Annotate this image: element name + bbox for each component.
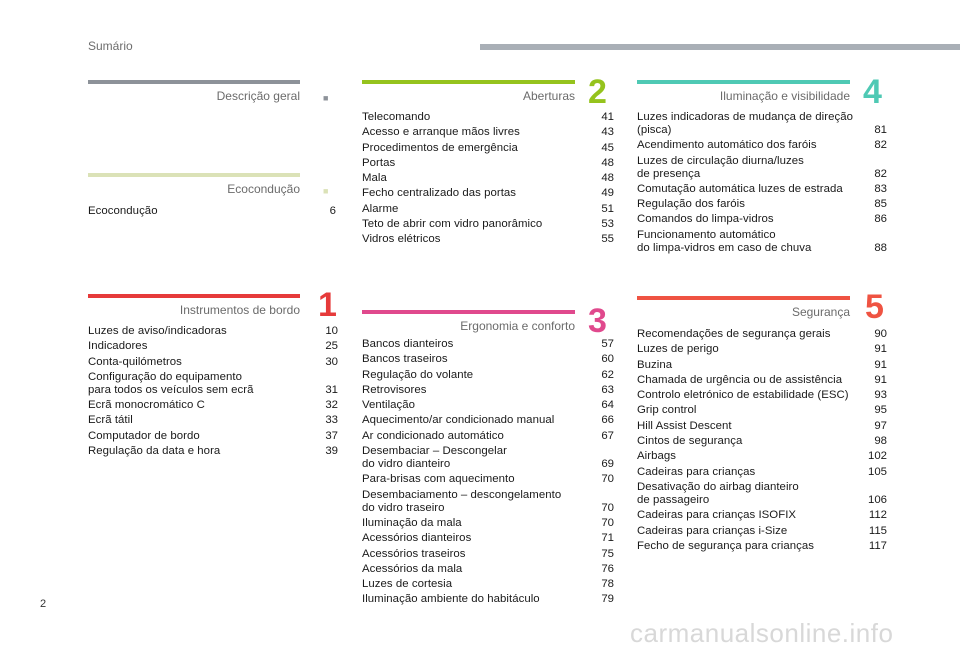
toc-entry-page: 76 <box>601 562 614 575</box>
toc-entry[interactable] <box>637 359 887 372</box>
toc-entry[interactable] <box>362 172 614 185</box>
toc-entry-page: 88 <box>874 241 887 254</box>
toc-entry-label: Aquecimento/ar condicionado manual <box>362 414 555 427</box>
toc-entry[interactable] <box>362 338 614 351</box>
section-bar <box>88 173 300 177</box>
toc-entry-label: Computador de bordo <box>88 429 200 442</box>
toc-entry-page: 67 <box>601 429 614 442</box>
section-number: 3 <box>588 302 607 340</box>
toc-entry-page: 64 <box>601 399 614 412</box>
toc-entry-label: Procedimentos de emergência <box>362 141 518 154</box>
toc-entry-label: Acendimento automático dos faróis <box>637 139 817 152</box>
toc-entry-label: Regulação do volante <box>362 368 474 381</box>
toc-entry-label: Luzes indicadoras de mudança de direção (pisca) <box>637 111 853 136</box>
toc-entry-page: 90 <box>874 328 887 340</box>
toc-entry[interactable] <box>362 126 614 139</box>
toc-entry-label: Ecocondução <box>88 205 158 217</box>
toc-entry[interactable] <box>362 532 614 545</box>
toc-entry-page: 105 <box>867 465 887 478</box>
toc-entry-label: Ventilação <box>362 399 416 412</box>
toc-entry-page: 83 <box>874 182 887 195</box>
section-entries <box>637 111 887 257</box>
toc-entry-label: Indicadores <box>88 340 148 353</box>
toc-entry[interactable] <box>88 340 338 353</box>
toc-entry-page: 41 <box>601 111 614 123</box>
toc-entry-label: Regulação da data e hora <box>88 445 221 458</box>
toc-entry-label: Mala <box>362 172 387 185</box>
toc-entry[interactable] <box>637 139 887 152</box>
toc-entry[interactable] <box>362 563 614 576</box>
toc-entry-page: 69 <box>601 458 614 471</box>
toc-entry[interactable] <box>362 218 614 231</box>
toc-entry-label: Acessórios dianteiros <box>362 532 472 545</box>
toc-entry[interactable] <box>362 203 614 216</box>
toc-entry-label: Portas <box>362 156 396 169</box>
toc-entry[interactable] <box>362 399 614 412</box>
toc-entry-label: Bancos dianteiros <box>362 338 454 350</box>
toc-entry[interactable] <box>637 420 887 433</box>
toc-entry-page: 91 <box>874 358 887 371</box>
toc-entry-page: 102 <box>867 450 887 463</box>
toc-entry-label: Ecrã tátil <box>88 414 133 427</box>
toc-entry-label: Para-brisas com aquecimento <box>362 473 515 486</box>
toc-entry[interactable] <box>362 384 614 397</box>
toc-entry-label: Alarme <box>362 202 399 215</box>
toc-entry[interactable] <box>362 578 614 591</box>
section-entries <box>88 205 336 220</box>
section-bar <box>637 296 850 300</box>
section-marker: ■ <box>323 186 329 196</box>
section-title: Segurança <box>791 305 850 319</box>
toc-entry-page: 70 <box>601 516 614 529</box>
toc-entry-label: Desembaciar – Descongelar do vidro dianteiro <box>362 445 507 471</box>
toc-entry-label: Grip control <box>637 404 697 417</box>
toc-entry[interactable] <box>362 233 614 246</box>
toc-entry-label: Retrovisores <box>362 383 427 396</box>
toc-entry-page: 95 <box>874 404 887 417</box>
toc-entry[interactable] <box>362 187 614 200</box>
toc-entry[interactable] <box>88 414 338 427</box>
page-number: 2 <box>40 598 47 610</box>
section-bar <box>88 80 300 84</box>
toc-entry-page: 70 <box>601 473 614 486</box>
toc-entry-page: 53 <box>601 218 614 231</box>
toc-entry[interactable] <box>88 205 336 218</box>
toc-entry[interactable] <box>637 343 887 356</box>
toc-entry-label: Buzina <box>637 358 673 371</box>
toc-entry-label: Funcionamento automático do limpa-vidros em caso de chuva <box>637 228 812 254</box>
toc-entry-page: 70 <box>601 501 614 514</box>
toc-entry[interactable] <box>88 325 338 338</box>
toc-entry-page: 10 <box>325 325 338 337</box>
toc-entry-label: Luzes de circulação diurna/luzes de presença <box>637 154 804 180</box>
watermark: carmanualsonline.info <box>630 618 894 648</box>
section-title: Descrição geral <box>216 89 300 103</box>
toc-entry-label: Iluminação ambiente do habitáculo <box>362 593 540 606</box>
section-number: 1 <box>318 286 337 324</box>
section-title: Iluminação e visibilidade <box>719 89 850 103</box>
toc-entry-label: Cadeiras para crianças <box>637 465 756 478</box>
toc-entry-label: Cadeiras para crianças ISOFIX <box>637 509 797 522</box>
toc-entry[interactable] <box>88 445 338 458</box>
toc-entry-label: Bancos traseiros <box>362 353 448 366</box>
toc-entry-label: Ecrã monocromático C <box>88 399 205 412</box>
toc-entry[interactable] <box>637 540 887 553</box>
toc-entry-page: 85 <box>874 198 887 211</box>
toc-entry-page: 33 <box>325 414 338 427</box>
toc-entry-page: 63 <box>601 383 614 396</box>
toc-entry-page: 81 <box>874 124 887 136</box>
toc-entry-page: 51 <box>601 202 614 215</box>
toc-entry-label: Airbags <box>637 450 676 463</box>
toc-entry[interactable] <box>362 142 614 155</box>
toc-entry-label: Fecho de segurança para crianças <box>637 539 814 552</box>
toc-entry-page: 91 <box>874 343 887 356</box>
section-bar <box>362 310 575 314</box>
toc-entry[interactable] <box>362 369 614 382</box>
toc-entry[interactable] <box>88 371 338 397</box>
section-entries <box>362 111 614 249</box>
toc-entry[interactable] <box>637 466 887 479</box>
toc-entry-page: 6 <box>329 205 336 217</box>
toc-entry-page: 49 <box>601 187 614 200</box>
toc-entry[interactable] <box>362 593 614 606</box>
toc-entry-label: Acesso e arranque mãos livres <box>362 126 520 139</box>
toc-entry-page: 79 <box>601 593 614 606</box>
toc-entry[interactable] <box>637 450 887 463</box>
toc-entry-label: Hill Assist Descent <box>637 419 732 432</box>
toc-entry[interactable] <box>637 229 887 255</box>
toc-entry[interactable] <box>362 445 614 471</box>
toc-entry-label: Acessórios da mala <box>362 562 463 575</box>
toc-entry[interactable] <box>637 155 887 181</box>
toc-entry-page: 115 <box>868 524 887 537</box>
toc-entry[interactable] <box>637 525 887 538</box>
toc-entry-label: Desativação do airbag dianteiro de passageiro <box>637 480 799 506</box>
toc-entry[interactable] <box>362 473 614 486</box>
toc-entry-page: 71 <box>601 532 614 545</box>
toc-entry-label: Controlo eletrónico de estabilidade (ESC) <box>637 389 849 402</box>
toc-entry-label: Configuração do equipamento para todos os veículos sem ecrã <box>88 370 254 396</box>
toc-entry[interactable] <box>637 213 887 226</box>
toc-entry[interactable] <box>362 489 614 515</box>
section-marker: ■ <box>323 93 329 103</box>
toc-entry[interactable] <box>637 389 887 402</box>
toc-entry[interactable] <box>637 404 887 417</box>
section-title: Instrumentos de bordo <box>179 303 300 317</box>
toc-entry[interactable] <box>362 414 614 427</box>
toc-entry-label: Comutação automática luzes de estrada <box>637 182 843 195</box>
toc-entry-label: Regulação dos faróis <box>637 198 746 211</box>
toc-entry-label: Desembaciamento – descongelamento do vidro traseiro <box>362 488 562 514</box>
section-bar <box>637 80 850 84</box>
section-title: Ecocondução <box>227 182 300 196</box>
page-title: Sumário <box>88 39 133 53</box>
toc-entry-label: Iluminação da mala <box>362 516 462 529</box>
toc-entry[interactable] <box>362 353 614 366</box>
toc-entry-page: 57 <box>601 338 614 350</box>
toc-entry[interactable] <box>362 157 614 170</box>
toc-entry[interactable] <box>637 509 887 522</box>
toc-entry[interactable] <box>637 328 887 341</box>
toc-entry[interactable] <box>88 399 338 412</box>
toc-entry-page: 30 <box>325 355 338 368</box>
toc-entry-page: 66 <box>601 414 614 427</box>
toc-entry-page: 112 <box>868 509 887 522</box>
section-bar <box>88 294 300 298</box>
toc-entry-label: Conta-quilómetros <box>88 355 182 368</box>
toc-entry-page: 106 <box>867 493 887 506</box>
toc-entry-label: Luzes de perigo <box>637 343 719 356</box>
toc-entry-page: 55 <box>601 233 614 246</box>
toc-entry-label: Cadeiras para crianças i-Size <box>637 524 788 537</box>
section-entries <box>88 325 338 460</box>
toc-entry-label: Teto de abrir com vidro panorâmico <box>362 218 543 231</box>
toc-entry-label: Comandos do limpa-vidros <box>637 213 774 226</box>
header-bar <box>480 44 960 50</box>
toc-entry-page: 32 <box>325 399 338 412</box>
toc-entry[interactable] <box>362 548 614 561</box>
toc-entry-label: Telecomando <box>362 111 431 123</box>
toc-entry-page: 75 <box>601 547 614 560</box>
toc-entry[interactable] <box>637 374 887 387</box>
toc-entry-label: Ar condicionado automático <box>362 429 504 442</box>
toc-entry[interactable] <box>362 517 614 530</box>
toc-entry-page: 98 <box>874 435 887 448</box>
toc-entry-page: 45 <box>601 141 614 154</box>
toc-entry-page: 43 <box>601 126 614 139</box>
toc-entry[interactable] <box>637 183 887 196</box>
section-title: Aberturas <box>522 89 575 103</box>
section-number: 2 <box>588 73 607 111</box>
toc-entry-page: 86 <box>874 213 887 226</box>
toc-entry-page: 37 <box>325 429 338 442</box>
section-bar <box>362 80 575 84</box>
toc-entry-page: 31 <box>325 383 338 396</box>
toc-entry[interactable] <box>88 356 338 369</box>
toc-entry-page: 25 <box>325 340 338 353</box>
toc-entry-label: Luzes de aviso/indicadoras <box>88 325 227 337</box>
toc-entry-label: Chamada de urgência ou de assistência <box>637 373 843 386</box>
toc-entry-page: 82 <box>874 139 887 152</box>
toc-entry[interactable] <box>362 111 614 124</box>
toc-entry-page: 48 <box>601 156 614 169</box>
toc-entry[interactable] <box>637 198 887 211</box>
toc-entry-label: Fecho centralizado das portas <box>362 187 517 200</box>
section-number: 5 <box>865 288 884 326</box>
toc-entry-page: 82 <box>874 167 887 180</box>
toc-entry-page: 48 <box>601 172 614 185</box>
toc-entry-label: Vidros elétricos <box>362 233 441 246</box>
section-number: 4 <box>863 73 882 111</box>
section-entries <box>362 338 614 609</box>
toc-entry[interactable] <box>637 111 887 137</box>
section-entries <box>637 328 887 555</box>
toc-entry-page: 93 <box>874 389 887 402</box>
section-title: Ergonomia e conforto <box>460 319 575 333</box>
toc-entry[interactable] <box>362 430 614 443</box>
toc-entry-page: 60 <box>601 353 614 366</box>
toc-entry-page: 62 <box>601 368 614 381</box>
toc-entry-label: Acessórios traseiros <box>362 547 466 560</box>
toc-entry-label: Luzes de cortesia <box>362 578 453 591</box>
toc-entry-page: 78 <box>601 578 614 591</box>
toc-entry-page: 91 <box>874 373 887 386</box>
toc-entry[interactable] <box>637 481 887 507</box>
toc-entry-label: Recomendações de segurança gerais <box>637 328 831 340</box>
toc-entry-page: 39 <box>325 445 338 458</box>
toc-entry-page: 97 <box>874 419 887 432</box>
toc-entry[interactable] <box>88 430 338 443</box>
toc-entry-page: 117 <box>868 539 887 552</box>
toc-entry[interactable] <box>637 435 887 448</box>
toc-entry-label: Cintos de segurança <box>637 435 743 448</box>
